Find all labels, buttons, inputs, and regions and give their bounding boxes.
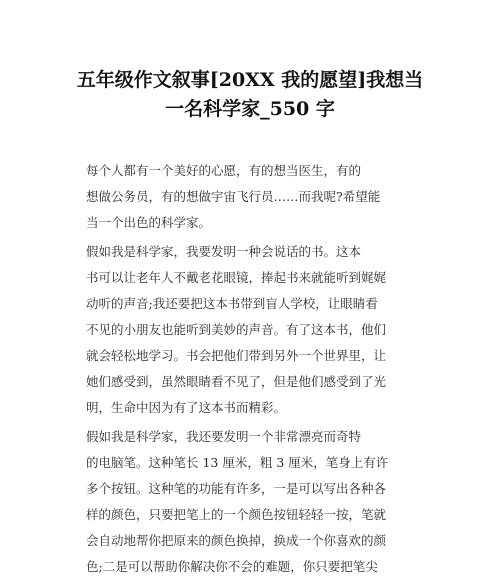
document-body xyxy=(86,158,416,583)
text-line: 每个人都有一个美好的心愿，有的想当医生，有的 xyxy=(86,163,362,178)
text-line: 样的颜色，只要把笔上的一个颜色按钮轻轻一按，笔就 xyxy=(86,507,387,522)
text-line: 动听的声音;我还要把这本书带到盲人学校，让眼睛看 xyxy=(86,296,378,311)
title-line-1: 五年级作文叙事[20XX 我的愿望]我想当 xyxy=(76,69,424,91)
text-line: 会自动地帮你把原来的颜色换掉，换成一个你喜欢的颜 xyxy=(86,533,387,548)
text-line: 多个按钮。这种笔的功能有许多，一是可以写出各种各 xyxy=(86,481,387,496)
text-line: 明，生命中因为有了这本书而精彩。 xyxy=(86,400,287,415)
text-line: 想做公务员，有的想做宇宙飞行员……而我呢?希望能 xyxy=(86,189,381,204)
title-line-2: 一名科学家_550 字 xyxy=(165,98,335,120)
text-line: 当一个出色的科学家。 xyxy=(86,215,212,230)
text-line: 不见的小朋友也能听到美妙的声音。有了这本书，他们 xyxy=(86,322,387,337)
document-title xyxy=(60,66,440,124)
text-line: 色;二是可以帮助你解决你不会的难题，你只要把笔尖 xyxy=(86,559,378,574)
text-line: 就会轻松地学习。书会把他们带到另外一个世界里，让 xyxy=(86,348,387,363)
text-line: 的电脑笔。这种笔长 13 厘米，粗 3 厘米，笔身上有许 xyxy=(86,455,389,470)
text-line: 假如我是科学家，我要发明一种会说话的书。这本 xyxy=(86,244,362,259)
paragraph-2 xyxy=(86,239,416,421)
paragraph-1 xyxy=(86,158,416,236)
text-line: 书可以让老年人不戴老花眼镜，捧起书来就能听到娓娓 xyxy=(86,270,387,285)
text-line: 假如我是科学家，我还要发明一个非常漂亮而奇特 xyxy=(86,429,362,444)
paragraph-3 xyxy=(86,424,416,580)
text-line: 她们感受到，虽然眼睛看不见了，但是他们感受到了光 xyxy=(86,374,387,389)
